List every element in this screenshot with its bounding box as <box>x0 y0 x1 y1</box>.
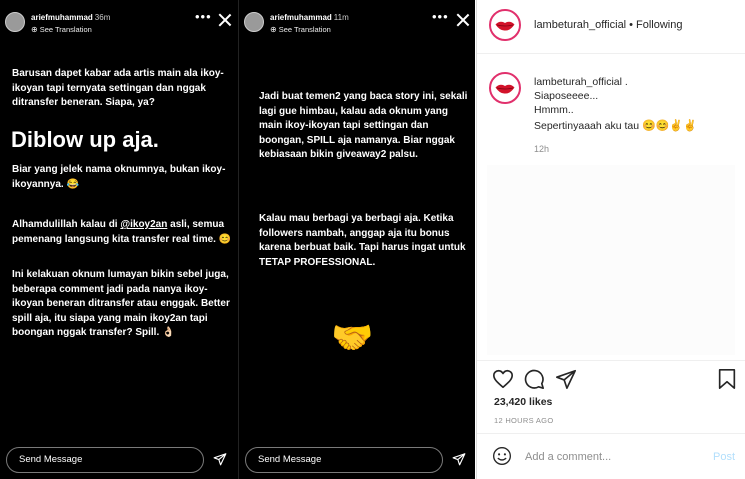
story-text-3: Alhamdulillah kalau di @ikoy2an asli, semua pemenang langsung kita transfer real time. 😊 <box>12 219 232 245</box>
story-username[interactable]: ariefmuhammad 36m <box>31 13 111 22</box>
caption-line: Siaposeeee... <box>534 90 599 102</box>
heart-icon[interactable] <box>492 368 514 390</box>
send-icon[interactable] <box>452 452 466 466</box>
following-button[interactable]: Following <box>636 19 683 31</box>
divider <box>477 360 745 361</box>
story-header <box>0 0 238 40</box>
story-text-intro: Barusan dapet kabar ada artis main ala ikoy-ikoyan tapi ternyata settingan dan nggak ditransfer beneran. Siapa, ya? <box>12 68 224 108</box>
avatar[interactable] <box>489 9 521 41</box>
story-headline: Diblow up aja. <box>11 127 159 152</box>
story-time: 11m <box>333 13 349 22</box>
post-username[interactable]: lambeturah_official <box>534 19 627 31</box>
caption-line: Sepertinyaaah aku tau 😊😊✌✌ <box>534 120 697 132</box>
see-translation-link[interactable]: ⊕ See Translation <box>270 25 331 34</box>
post-button[interactable]: Post <box>713 451 736 463</box>
globe-icon: ⊕ <box>270 25 277 34</box>
story-left <box>0 0 238 479</box>
comments-area <box>487 165 735 355</box>
mention-link[interactable]: @ikoy2an <box>120 219 168 230</box>
send-message-input[interactable]: Send Message <box>245 447 443 473</box>
story-text-1: Jadi buat temen2 yang baca story ini, sekali lagi gue himbau, kalau ada oknum yang main ikoy-ikoyan tapi settingan dan boongan, SPILL aja namanya. Biar nggak kebiasaan bikin giveaway2 palsu. <box>259 91 468 160</box>
share-icon[interactable] <box>555 368 577 390</box>
more-options-icon[interactable]: ••• <box>195 9 212 24</box>
story-username[interactable]: ariefmuhammad 11m <box>270 13 349 22</box>
divider <box>477 433 745 434</box>
divider <box>477 53 745 54</box>
emoji-icon[interactable] <box>492 446 512 466</box>
story-text-2: Kalau mau berbagi ya berbagi aja. Ketika followers nambah, anggap aja itu bonus karena berbuat baik. Tapi harus ingat untuk TETAP PROFESSIONAL. <box>259 213 466 268</box>
handshake-emoji: 🤝 <box>331 319 374 357</box>
avatar[interactable] <box>489 72 521 104</box>
comment-input[interactable]: Add a comment... <box>525 451 612 463</box>
separator-dot: • <box>629 19 633 31</box>
send-message-input[interactable]: Send Message <box>6 447 204 473</box>
caption-line: Hmmm.. <box>534 104 574 116</box>
post-timestamp: 12 HOURS AGO <box>494 416 554 425</box>
story-time: 36m <box>94 13 111 22</box>
avatar[interactable] <box>244 12 264 32</box>
more-options-icon[interactable]: ••• <box>432 9 449 24</box>
see-translation-link[interactable]: ⊕ See Translation <box>31 25 92 34</box>
avatar[interactable] <box>5 12 25 32</box>
globe-icon: ⊕ <box>31 25 38 34</box>
post-header <box>534 19 682 31</box>
send-icon[interactable] <box>213 452 227 466</box>
post-panel <box>476 0 745 479</box>
caption-username[interactable]: lambeturah_official . <box>534 76 628 88</box>
bookmark-icon[interactable] <box>716 368 738 390</box>
caption-emojis: 😊😊✌✌ <box>642 120 697 132</box>
close-icon[interactable] <box>218 13 232 27</box>
comment-icon[interactable] <box>523 368 545 390</box>
story-right <box>238 0 475 479</box>
lips-logo-icon <box>495 83 515 94</box>
lips-logo-icon <box>495 20 515 31</box>
story-text-4: Ini kelakuan oknum lumayan bikin sebel juga, beberapa comment jadi pada nanya ikoy-ikoyan beneran ditransfer atau enggak. Better spill aja, itu siapa yang main ikoy2an tapi boongan nggak transfer? Spill. 👌🏻 <box>12 269 230 338</box>
likes-count[interactable]: 23,420 likes <box>494 396 553 408</box>
story-text-2: Biar yang jelek nama oknumnya, bukan ikoy-ikoyannya. 😂 <box>12 164 226 190</box>
close-icon[interactable] <box>456 13 470 27</box>
story-header <box>239 0 475 40</box>
caption-time[interactable]: 12h <box>534 144 550 154</box>
